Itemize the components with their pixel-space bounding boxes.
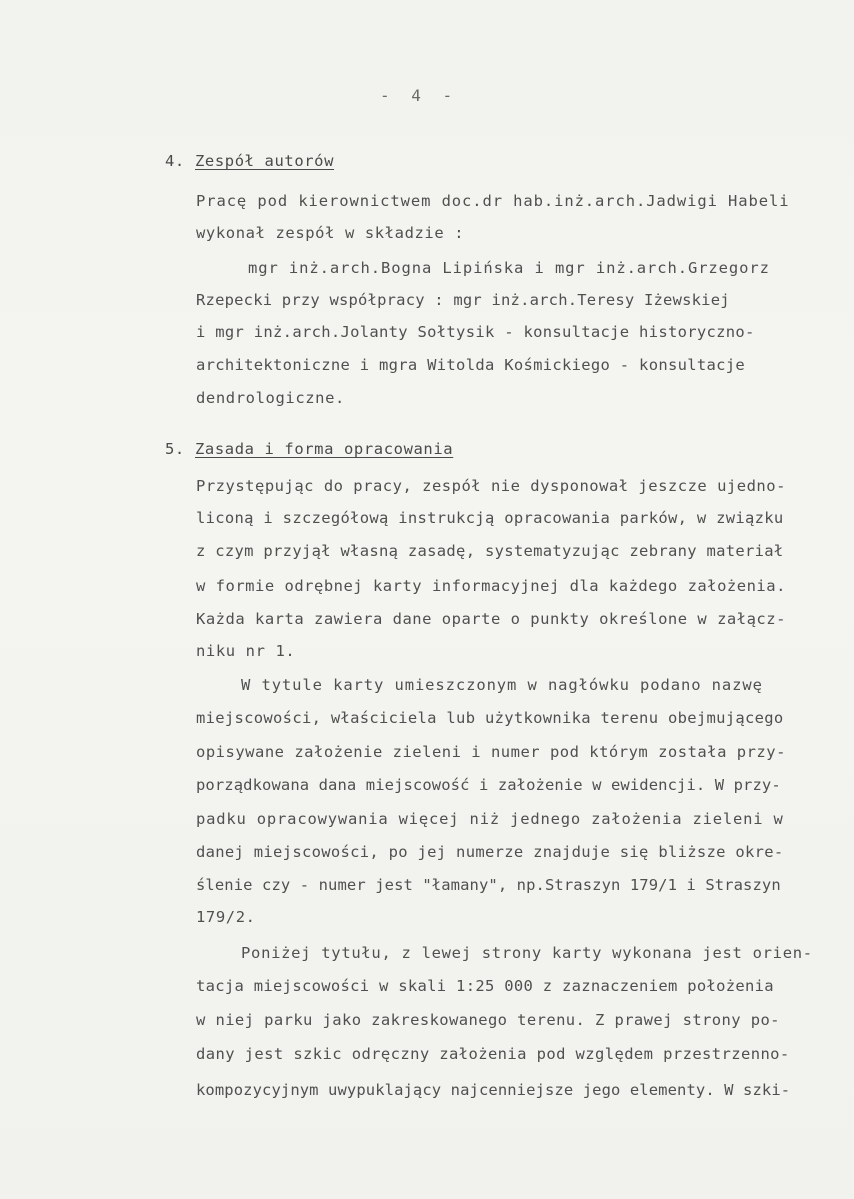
section-title: Zasada i forma opracowania (195, 440, 454, 458)
section-heading-5 (165, 440, 453, 458)
paragraph-line: dany jest szkic odręczny założenia pod względem przestrzenno- (196, 1045, 790, 1063)
paragraph-line: z czym przyjął własną zasadę, systematyzując zebrany materiał (196, 542, 784, 560)
paragraph-line: w niej parku jako zakreskowanego terenu. Z prawej strony po- (196, 1011, 780, 1029)
paragraph-line: padku opracowywania więcej niż jednego założenia zieleni w (196, 810, 784, 828)
paragraph-line: Rzepecki przy współpracy : mgr inż.arch.Teresy Iżewskiej (196, 291, 730, 309)
paragraph-line: mgr inż.arch.Bogna Lipińska i mgr inż.arch.Grzegorz (248, 259, 770, 277)
section-number: 4. (165, 152, 185, 170)
paragraph-line: opisywane założenie zieleni i numer pod którym została przy- (196, 743, 786, 761)
paragraph-line: Każda karta zawiera dane oparte o punkty określone w załącz- (196, 610, 786, 628)
paragraph-line: dendrologiczne. (196, 389, 345, 407)
paragraph-line: i mgr inż.arch.Jolanty Sołtysik - konsultacje historyczno- (196, 323, 755, 341)
paragraph-line: w formie odrębnej karty informacyjnej dla każdego założenia. (196, 577, 786, 595)
paragraph-line: kompozycyjnym uwypuklający najcenniejsze jego elementy. W szki- (196, 1081, 791, 1099)
paragraph-line: Pracę pod kierownictwem doc.dr hab.inż.arch.Jadwigi Habeli (196, 192, 790, 210)
paragraph-line: niku nr 1. (196, 642, 296, 660)
paragraph-line: miejscowości, właściciela lub użytkownika terenu obejmującego (196, 709, 784, 727)
section-number: 5. (165, 440, 185, 458)
paragraph-line: wykonał zespół w składzie : (196, 224, 465, 242)
paragraph-line: tacja miejscowości w skali 1:25 000 z zaznaczeniem położenia (196, 977, 774, 995)
paragraph-line: porządkowana dana miejscowość i założenie w ewidencji. W przy- (196, 776, 781, 794)
paragraph-line: Poniżej tytułu, z lewej strony karty wykonana jest orien- (241, 944, 813, 962)
paragraph-line: W tytule karty umieszczonym w nagłówku podano nazwę (241, 676, 763, 694)
paragraph-line: liconą i szczegółową instrukcją opracowania parków, w związku (196, 509, 784, 527)
paragraph-line: ślenie czy - numer jest "łamany", np.Straszyn 179/1 i Straszyn (196, 876, 781, 894)
section-title: Zespół autorów (195, 152, 335, 170)
paragraph-line: danej miejscowości, po jej numerze znajduje się bliższe okre- (196, 843, 784, 861)
section-heading-4 (165, 152, 334, 170)
page-number: - 4 - (380, 86, 459, 105)
paragraph-line: Przystępując do pracy, zespół nie dysponował jeszcze ujedno- (196, 477, 786, 495)
paragraph-line: 179/2. (196, 908, 256, 926)
paragraph-line: architektoniczne i mgra Witolda Kośmickiego - konsultacje (196, 356, 746, 374)
